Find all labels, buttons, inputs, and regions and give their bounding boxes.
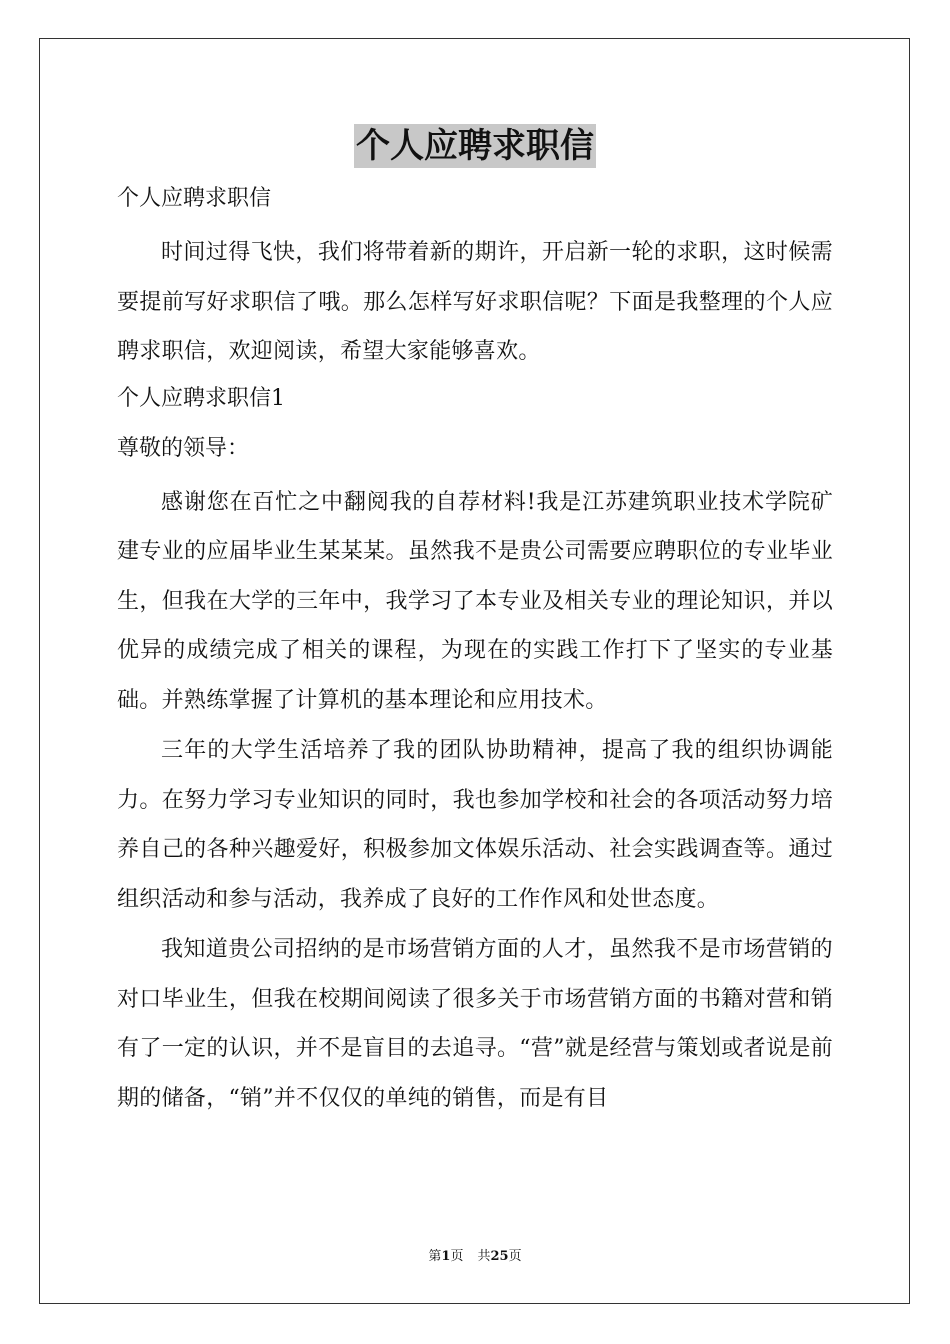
body-paragraph-2: 三年的大学生活培养了我的团队协助精神，提高了我的组织协调能力。在努力学习专业知识的同时，我也参加学校和社会的各项活动努力培养自己的各种兴趣爱好，积极参加文体娱乐活动、社会实践调查等。通过组织活动和参与活动，我养成了良好的工作作风和处世态度。 [117,738,833,912]
total-pages: 25 [490,1249,509,1264]
section-heading: 个人应聘求职信1 [117,385,285,411]
page-footer [0,1247,950,1267]
body-paragraph-1: 感谢您在百忙之中翻阅我的自荐材料!我是江苏建筑职业技术学院矿建专业的应届毕业生某某某。虽然我不是贵公司需要应聘职位的专业毕业生，但我在大学的三年中，我学习了本专业及相关专业的理论知识，并以优异的成绩完成了相关的课程，为现在的实践工作打下了坚实的专业基础。并熟练掌握了计算机的基本理论和应用技术。 [117,489,833,713]
salutation: 尊敬的领导： [117,435,250,461]
page-prefix: 第 [428,1249,442,1264]
document-title: 个人应聘求职信 [356,126,594,166]
document-body [117,178,833,1124]
page-suffix: 页 [450,1249,464,1264]
page-number: 1 [441,1249,451,1264]
document-subtitle: 个人应聘求职信 [117,186,272,211]
title-container [0,124,950,168]
body-paragraph-3: 我知道贵公司招纳的是市场营销方面的人才，虽然我不是市场营销的对口毕业生，但我在校期间阅读了很多关于市场营销方面的书籍对营和销有了一定的认识，并不是盲目的去追寻。“营”就是经营与策划或者说是前期的储备，“销”并不仅仅的单纯的销售，而是有目 [117,937,833,1111]
total-suffix: 页 [508,1249,522,1264]
intro-paragraph: 时间过得飞快，我们将带着新的期许，开启新一轮的求职，这时候需要提前写好求职信了哦。那么怎样写好求职信呢？下面是我整理的个人应聘求职信，欢迎阅读，希望大家能够喜欢。 [117,240,833,364]
total-prefix: 共 [477,1249,491,1264]
